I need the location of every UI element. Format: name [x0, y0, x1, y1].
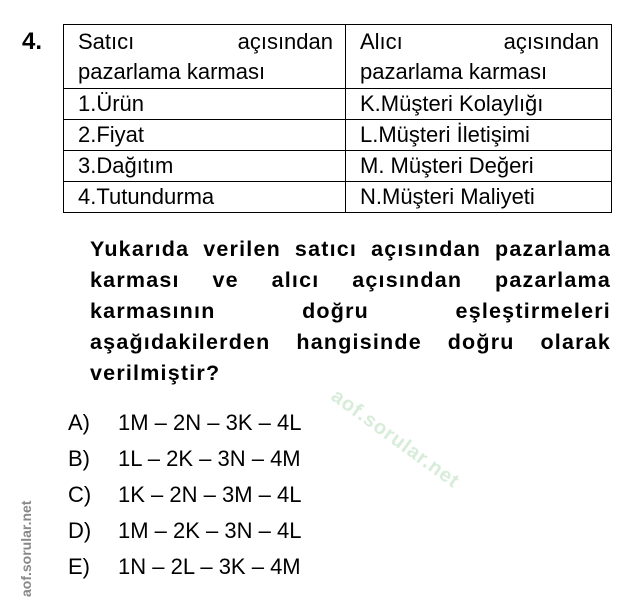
header-seller-mix: [64, 25, 346, 89]
option-letter: B): [68, 446, 90, 471]
table-cell: M. Müşteri Değeri: [346, 151, 612, 182]
question-line: karması ve alıcı açısından pazarlama: [90, 268, 611, 292]
option-text: 1M – 2K – 3N – 4L: [118, 518, 302, 543]
question-line: aşağıdakilerden hangisinde doğru olarak: [90, 330, 611, 354]
option-d[interactable]: [68, 513, 301, 549]
option-text: 1N – 2L – 3K – 4M: [118, 554, 301, 579]
option-text: 1K – 2N – 3M – 4L: [118, 482, 302, 507]
question-line: Yukarıda verilen satıcı açısından pazarlama: [90, 237, 611, 261]
header-buyer-mix: [346, 25, 612, 89]
question-line: karmasının doğru eşleştirmeleri: [90, 299, 611, 323]
table-cell: L.Müşteri İletişimi: [346, 120, 612, 151]
table-cell: 1.Ürün: [64, 89, 346, 120]
header-text: pazarlama karması: [78, 59, 266, 84]
answer-options: [68, 405, 301, 585]
table-row: [64, 182, 612, 213]
question-number: 4.: [22, 28, 43, 55]
question-line: verilmiştir?: [90, 361, 221, 385]
watermark-vertical: aof.sorular.net: [18, 500, 34, 597]
header-text: pazarlama karması: [360, 59, 548, 84]
watermark-diagonal: aof.sorular.net: [327, 385, 464, 493]
option-letter: E): [68, 554, 90, 579]
table-header-row: [64, 25, 612, 89]
table-cell: N.Müşteri Maliyeti: [346, 182, 612, 213]
header-text: Satıcı açısından: [78, 29, 333, 54]
table-row: [64, 120, 612, 151]
table-row: [64, 151, 612, 182]
question-text: [90, 234, 611, 389]
option-letter: D): [68, 518, 92, 543]
table-row: [64, 89, 612, 120]
option-e[interactable]: [68, 549, 301, 585]
option-b[interactable]: [68, 441, 301, 477]
option-text: 1L – 2K – 3N – 4M: [118, 446, 301, 471]
table-cell: 2.Fiyat: [64, 120, 346, 151]
option-letter: A): [68, 410, 90, 435]
matching-table: [63, 24, 612, 213]
option-a[interactable]: [68, 405, 301, 441]
table-cell: 4.Tutundurma: [64, 182, 346, 213]
option-c[interactable]: [68, 477, 301, 513]
table-cell: 3.Dağıtım: [64, 151, 346, 182]
option-text: 1M – 2N – 3K – 4L: [118, 410, 302, 435]
table-cell: K.Müşteri Kolaylığı: [346, 89, 612, 120]
header-text: Alıcı açısından: [360, 29, 599, 54]
option-letter: C): [68, 482, 92, 507]
